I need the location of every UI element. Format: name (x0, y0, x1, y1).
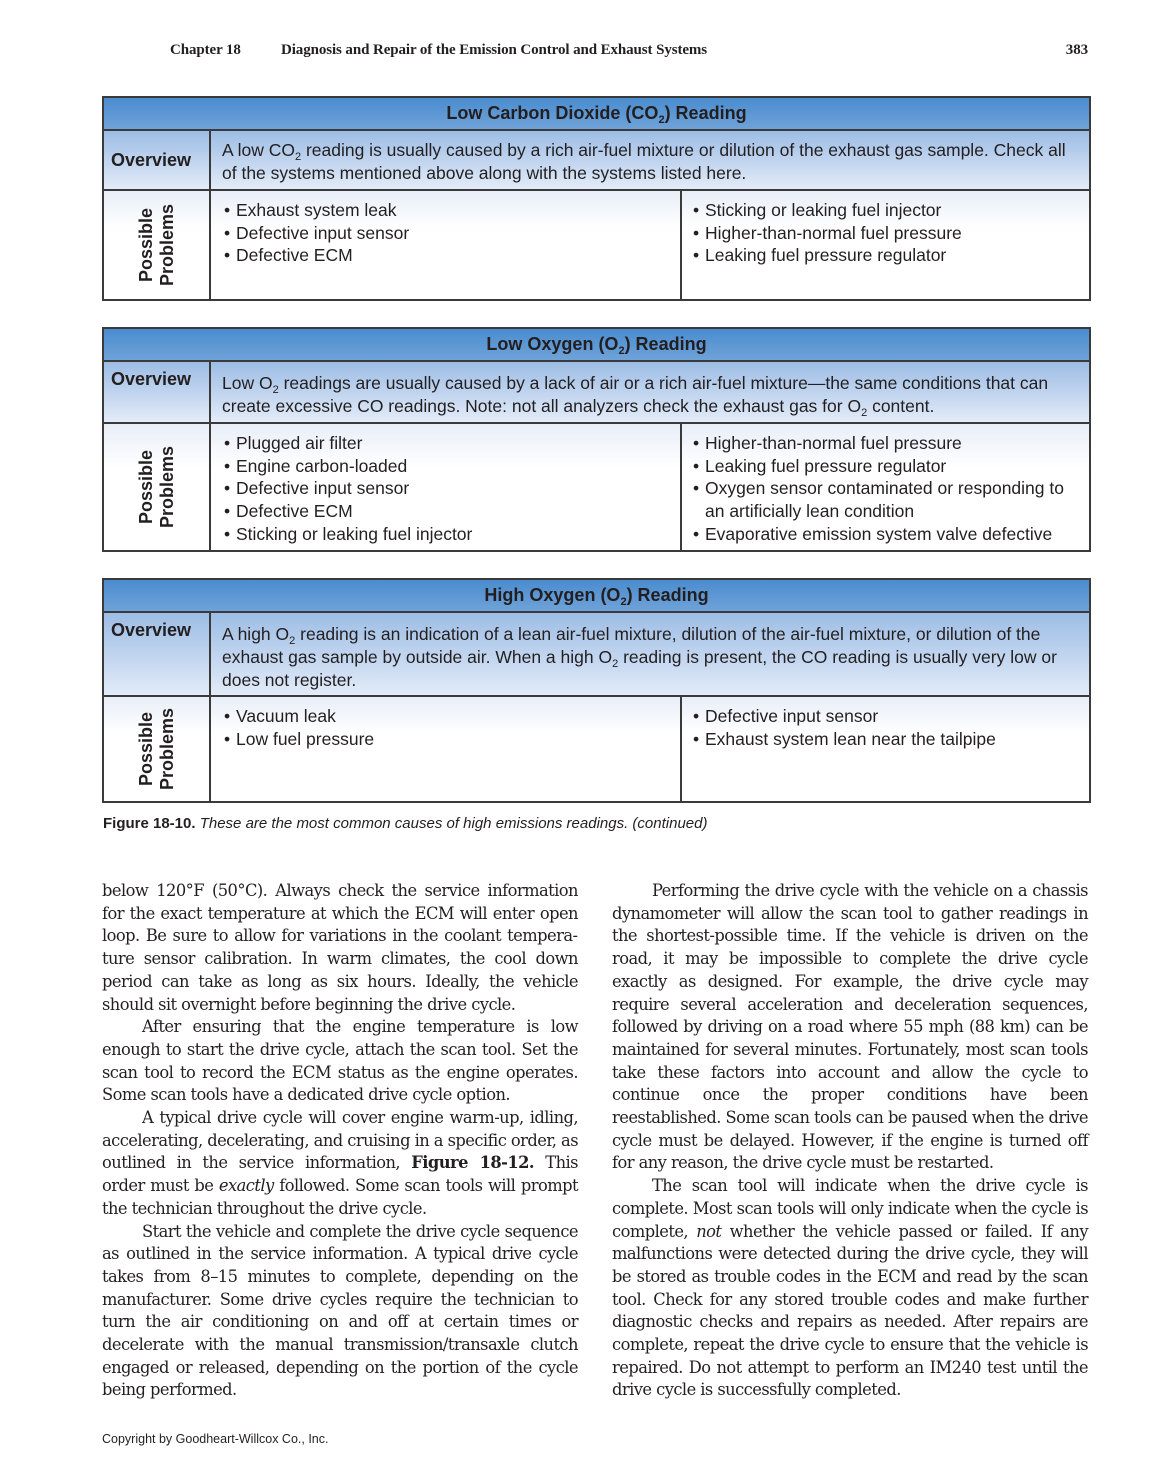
table-title: Low Carbon Dioxide $(CO_2)$ Reading (104, 98, 1089, 131)
problem-item: • Leaking fuel pressure regulator (693, 244, 1081, 267)
low-co2-reading-table (102, 96, 1091, 301)
problem-item: • Engine carbon-loaded (224, 455, 672, 478)
problem-item: • Defective input sensor (224, 222, 672, 245)
paragraph: Performing the drive cycle with the vehicle on a chassis dynamometer will allow the scan tool to gather readings in the shortest-possible time. If the vehicle is driven on the road, it may be impossible to complete the drive cycle exactly as designed. For example, the drive cycle may require several acceleration and deceleration sequences, followed by driving on a road where 55 mph (88 km) can be maintained for several minutes. Fortunately, most scan tools take these factors into account and allow the cycle to continue once the proper conditions have been reestablished. Some scan tools can be paused when the drive cycle must be delayed. However, if the engine is turned off for any reason, the drive cycle must be restarted. (612, 881, 1088, 1173)
overview-label: Overview (104, 131, 211, 189)
problems-left-column (211, 191, 682, 299)
paragraph: A typical drive cycle will cover engine warm-up, idling, accelerating, decelerating, and cruising in a specific order, as outlined in the service information, Figure 18-12. This order must be exactly followed. Some scan tools will prompt the technician throughout the drive cycle. (102, 1108, 578, 1218)
body-column-right (612, 880, 1088, 1402)
figure-reference: Figure 18-12. (411, 1153, 535, 1173)
problem-item: • Exhaust system leak (224, 199, 672, 222)
low-o2-reading-table (102, 327, 1091, 552)
problems-right-column (682, 697, 1089, 801)
problem-item: • Sticking or leaking fuel injector (693, 199, 1081, 222)
problem-item: • Evaporative emission system valve defective (693, 523, 1081, 546)
problem-item: • Plugged air filter (224, 432, 672, 455)
figure-caption (103, 815, 707, 832)
problems-right-column (682, 424, 1089, 550)
possible-problems-label: Possible Problems (104, 191, 211, 299)
caption-text: These are the most common causes of high emissions readings. (continued) (195, 815, 708, 832)
high-o2-reading-table (102, 578, 1091, 803)
figure-number: Figure 18-10. (103, 815, 196, 832)
problem-item: • Low fuel pressure (224, 728, 672, 751)
overview-text: A low $CO_2$ reading is usually caused by a rich air-fuel mixture or dilution of the exhaust gas sample. Check all of the systems mentioned above along with the systems listed here. (222, 140, 1066, 183)
overview-text: Low $O_2$ readings are usually caused by a lack of air or a rich air-fuel mixture—the same conditions that can create excessive CO readings. Note: not all analyzers check the exhaust gas for $O_2$ content. (222, 373, 1049, 419)
problem-item: • Defective input sensor (224, 477, 672, 500)
paragraph: below 120°F (50°C). Always check the service information for the exact temperature at which the ECM will enter open loop. Be sure to allow for variations in the coolant temperature sensor calibration. In warm climates, the cool down period can take as long as six hours. Ideally, the vehicle should sit overnight before beginning the drive cycle. (102, 881, 578, 1014)
problems-left-column (211, 697, 682, 801)
problem-item: • Leaking fuel pressure regulator (693, 455, 1081, 478)
body-column-left (102, 880, 578, 1402)
possible-problems-row (104, 697, 1089, 801)
problems-left-column (211, 424, 682, 550)
paragraph: After ensuring that the engine temperature is low enough to start the drive cycle, attach the scan tool. Set the scan tool to record the ECM status as the engine operates. Some scan tools have a dedicated drive cycle option. (102, 1017, 578, 1105)
problems-right-column (682, 191, 1089, 299)
overview-text: A high $O_2$ reading is an indication of a lean air-fuel mixture, dilution of the air-fuel mixture, or dilution of the exhaust gas sample by outside air. When a high $O_2$ reading is present, the CO reading is usually very low or does not register. (222, 624, 1057, 690)
problem-item: • Sticking or leaking fuel injector (224, 523, 672, 546)
problem-item: • Defective ECM (224, 500, 672, 523)
problem-item: • Higher-than-normal fuel pressure (693, 222, 1081, 245)
overview-row (104, 131, 1089, 191)
chapter-title: Diagnosis and Repair of the Emission Control and Exhaust Systems (281, 42, 708, 58)
page-number: 383 (1065, 42, 1088, 58)
chapter-label: Chapter 18 (170, 42, 241, 58)
possible-problems-label: Possible Problems (104, 697, 211, 801)
overview-label: Overview (104, 613, 211, 695)
problem-item: • Defective ECM (224, 244, 672, 267)
problem-item: • Higher-than-normal fuel pressure (693, 432, 1081, 455)
paragraph: Start the vehicle and complete the drive cycle sequence as outlined in the service information. A typical drive cycle takes from 8–15 minutes to complete, depending on the manufacturer. Some drive cycles require the technician to turn the air conditioning on and off at certain times or decelerate with the manual transmission/transaxle clutch engaged or released, depending on the portion of the cycle being performed. (102, 1221, 578, 1400)
overview-row (104, 613, 1089, 697)
overview-label: Overview (104, 362, 211, 422)
problem-item: • Exhaust system lean near the tailpipe (693, 728, 1081, 751)
paragraph: The scan tool will indicate when the drive cycle is complete. Most scan tools will only indicate when the cycle is complete, not whether the vehicle passed or failed. If any malfunctions were detected during the drive cycle, they will be stored as trouble codes in the ECM and read by the scan tool. Check for any stored trouble codes and make further diagnostic checks and repairs as needed. After repairs are complete, repeat the drive cycle to ensure that the vehicle is repaired. Do not attempt to perform an IM240 test until the drive cycle is successfully completed. (612, 1176, 1088, 1400)
possible-problems-row (104, 424, 1089, 550)
table-title: High Oxygen $(O_2)$ Reading (104, 580, 1089, 613)
running-head (170, 40, 1088, 64)
overview-row (104, 362, 1089, 424)
problem-item: • Defective input sensor (693, 705, 1081, 728)
possible-problems-row (104, 191, 1089, 299)
problem-item: • Vacuum leak (224, 705, 672, 728)
problem-item: • Oxygen sensor contaminated or responding to an artificially lean condition (693, 477, 1081, 522)
copyright-notice: Copyright by Goodheart-Willcox Co., Inc. (102, 1432, 329, 1446)
table-title: Low Oxygen $(O_2)$ Reading (104, 329, 1089, 362)
possible-problems-label: Possible Problems (104, 424, 211, 550)
